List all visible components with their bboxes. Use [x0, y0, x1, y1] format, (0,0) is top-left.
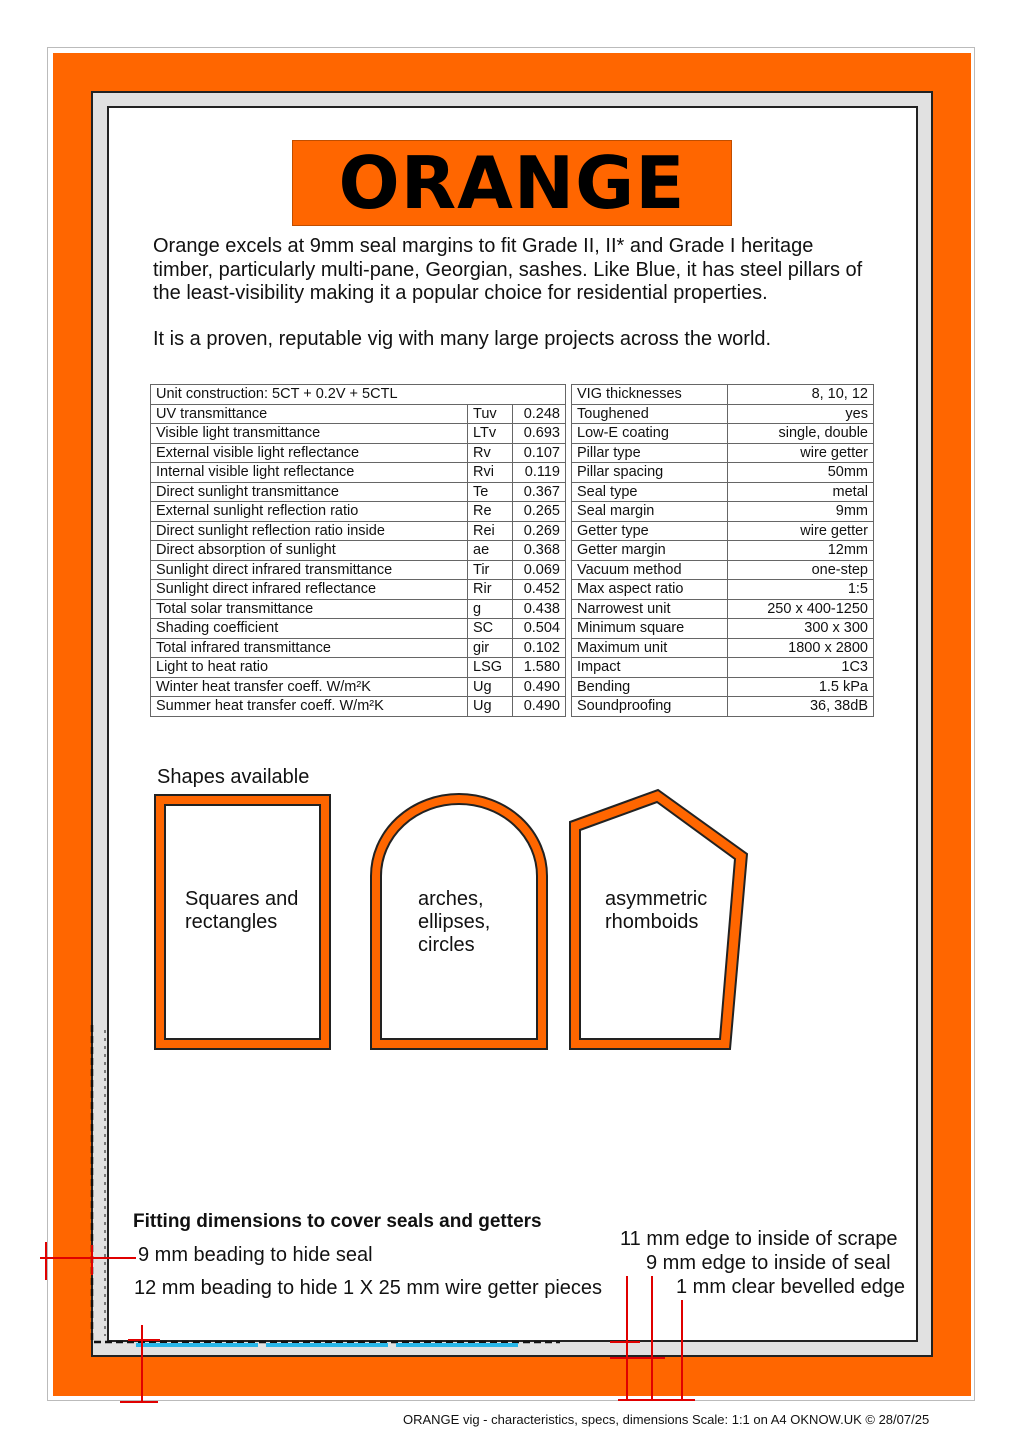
value-cell: 0.102	[513, 638, 566, 658]
symbol-cell: Rvi	[468, 463, 513, 483]
spec-value-cell: 1.5 kPa	[728, 677, 874, 697]
spec-value-cell: 8, 10, 12	[728, 385, 874, 405]
fitting-heading: Fitting dimensions to cover seals and getters	[133, 1211, 542, 1232]
symbol-cell: g	[468, 599, 513, 619]
unit-construction-cell: Unit construction: 5CT + 0.2V + 5CTL	[151, 385, 566, 405]
value-cell: 0.248	[513, 404, 566, 424]
intro-paragraph-2: It is a proven, reputable vig with many large projects across the world.	[153, 328, 772, 350]
arch-label-line: arches,	[418, 888, 484, 910]
value-cell: 0.107	[513, 443, 566, 463]
symbol-cell: gir	[468, 638, 513, 658]
symbol-cell: Ug	[468, 697, 513, 717]
edge-scrape-text: 11 mm edge to inside of scrape	[620, 1228, 898, 1250]
symbol-cell: Rv	[468, 443, 513, 463]
spec-label-cell: Toughened	[572, 404, 728, 424]
spec-label-cell: Seal margin	[572, 502, 728, 522]
value-cell: 0.265	[513, 502, 566, 522]
value-cell: 0.504	[513, 619, 566, 639]
value-cell: 0.368	[513, 541, 566, 561]
intro-paragraph: Orange excels at 9mm seal margins to fit Grade II, II* and Grade I heritage timber, particularly multi-pane, Georgian, sashes. Like Blue, it has steel pillars of the least-visibility making it a popular choice for residential properties.	[153, 235, 863, 304]
spec-label-cell: Low-E coating	[572, 424, 728, 444]
symbol-cell: Rei	[468, 521, 513, 541]
arch-label-line: ellipses,	[418, 911, 491, 933]
spec-label-cell: Impact	[572, 658, 728, 678]
spec-label-cell: Pillar spacing	[572, 463, 728, 483]
rhomboid-label-line: asymmetric	[605, 888, 708, 910]
spec-label-cell: Bending	[572, 677, 728, 697]
spec-value-cell: yes	[728, 404, 874, 424]
spec-value-cell: 300 x 300	[728, 619, 874, 639]
symbol-cell: Te	[468, 482, 513, 502]
spec-label-cell: Soundproofing	[572, 697, 728, 717]
spec-label-cell: VIG thicknesses	[572, 385, 728, 405]
property-label-cell: Winter heat transfer coeff. W/m²K	[151, 677, 468, 697]
value-cell: 0.269	[513, 521, 566, 541]
spec-value-cell: 50mm	[728, 463, 874, 483]
edge-seal-text: 9 mm edge to inside of seal	[646, 1252, 891, 1274]
property-label-cell: External visible light reflectance	[151, 443, 468, 463]
value-cell: 0.438	[513, 599, 566, 619]
property-label-cell: Shading coefficient	[151, 619, 468, 639]
property-label-cell: Total infrared transmittance	[151, 638, 468, 658]
rhomboid-label-line: rhomboids	[605, 911, 699, 933]
value-cell: 0.490	[513, 677, 566, 697]
spec-label-cell: Seal type	[572, 482, 728, 502]
property-label-cell: Direct absorption of sunlight	[151, 541, 468, 561]
spec-value-cell: 250 x 400-1250	[728, 599, 874, 619]
dimension-markers	[40, 1242, 695, 1402]
property-label-cell: Total solar transmittance	[151, 599, 468, 619]
spec-value-cell: 12mm	[728, 541, 874, 561]
symbol-cell: Tuv	[468, 404, 513, 424]
spec-value-cell: metal	[728, 482, 874, 502]
spec-label-cell: Narrowest unit	[572, 599, 728, 619]
property-label-cell: Visible light transmittance	[151, 424, 468, 444]
footer-caption: ORANGE vig - characteristics, specs, dimensions Scale: 1:1 on A4 OKNOW.UK © 28/07/25	[403, 1412, 930, 1427]
symbol-cell: SC	[468, 619, 513, 639]
symbol-cell: Ug	[468, 677, 513, 697]
value-cell: 0.069	[513, 560, 566, 580]
seal-dashed-line	[92, 1025, 560, 1342]
spec-label-cell: Vacuum method	[572, 560, 728, 580]
symbol-cell: LSG	[468, 658, 513, 678]
value-cell: 0.119	[513, 463, 566, 483]
shapes-heading: Shapes available	[157, 766, 310, 788]
arch-label-line: circles	[418, 934, 475, 956]
value-cell: 0.490	[513, 697, 566, 717]
value-cell: 0.693	[513, 424, 566, 444]
property-label-cell: Summer heat transfer coeff. W/m²K	[151, 697, 468, 717]
symbol-cell: ae	[468, 541, 513, 561]
property-label-cell: UV transmittance	[151, 404, 468, 424]
spec-value-cell: wire getter	[728, 521, 874, 541]
symbol-cell: Rir	[468, 580, 513, 600]
property-label-cell: Light to heat ratio	[151, 658, 468, 678]
value-cell: 1.580	[513, 658, 566, 678]
spec-label-cell: Minimum square	[572, 619, 728, 639]
bevelled-edge-text: 1 mm clear bevelled edge	[676, 1276, 906, 1298]
property-label-cell: External sunlight reflection ratio	[151, 502, 468, 522]
property-label-cell: Internal visible light reflectance	[151, 463, 468, 483]
spec-value-cell: one-step	[728, 560, 874, 580]
property-label-cell: Direct sunlight reflection ratio inside	[151, 521, 468, 541]
symbol-cell: Re	[468, 502, 513, 522]
spec-value-cell: single, double	[728, 424, 874, 444]
symbol-cell: Tir	[468, 560, 513, 580]
symbol-cell: LTv	[468, 424, 513, 444]
spec-value-cell: 1C3	[728, 658, 874, 678]
spec-label-cell: Pillar type	[572, 443, 728, 463]
spec-label-cell: Getter type	[572, 521, 728, 541]
rectangle-label-line: Squares and	[185, 888, 299, 910]
spec-label-cell: Getter margin	[572, 541, 728, 561]
spec-value-cell: 9mm	[728, 502, 874, 522]
value-cell: 0.452	[513, 580, 566, 600]
spec-label-cell: Max aspect ratio	[572, 580, 728, 600]
spec-value-cell: wire getter	[728, 443, 874, 463]
property-label-cell: Sunlight direct infrared transmittance	[151, 560, 468, 580]
spec-value-cell: 36, 38dB	[728, 697, 874, 717]
rectangle-label-line: rectangles	[185, 911, 278, 933]
spec-label-cell: Maximum unit	[572, 638, 728, 658]
spec-value-cell: 1800 x 2800	[728, 638, 874, 658]
property-label-cell: Sunlight direct infrared reflectance	[151, 580, 468, 600]
spec-value-cell: 1:5	[728, 580, 874, 600]
beading-getter-text: 12 mm beading to hide 1 X 25 mm wire getter pieces	[134, 1277, 603, 1299]
page-title: ORANGE	[338, 141, 686, 225]
beading-seal-text: 9 mm beading to hide seal	[138, 1244, 373, 1266]
property-label-cell: Direct sunlight transmittance	[151, 482, 468, 502]
value-cell: 0.367	[513, 482, 566, 502]
